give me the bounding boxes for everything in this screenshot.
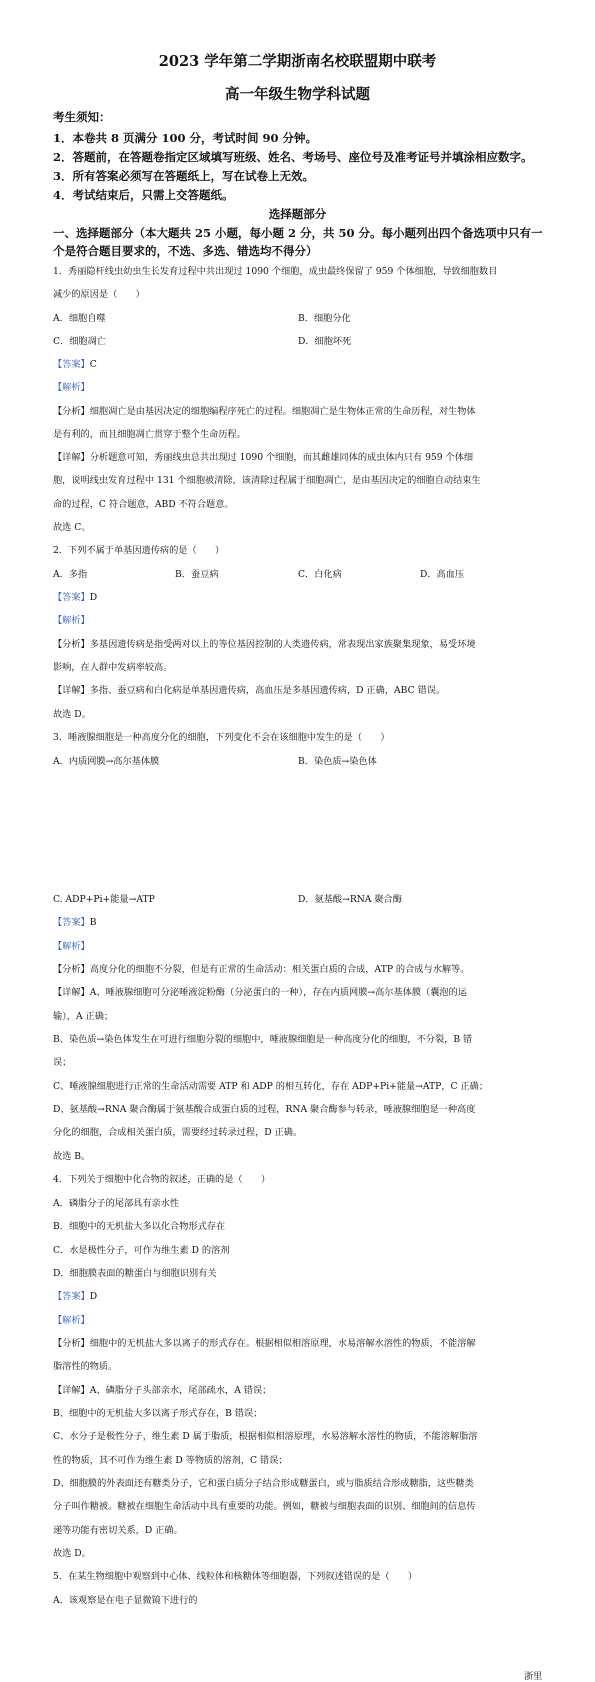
conclusion-line: 故选 D。: [53, 709, 91, 720]
explanation-line: 【分析】高度分化的细胞不分裂，但是有正常的生命活动：相关蛋白质的合成，ATP 的合成与水解等。: [53, 964, 470, 975]
part-intro-line: 一、选择题部分（本大题共 25 小题，每小题 2 分，共 50 分。每小题列出四个备选项中只有一: [53, 226, 543, 240]
option: C．细胞凋亡: [53, 336, 106, 347]
explanation-line: 影响，在人群中发病率较高。: [53, 662, 173, 673]
explanation-line: 【详解】分析题意可知，秀丽线虫总共出现过 1090 个细胞，而其雌雄同体的成虫体内只有 959 个体细: [53, 452, 474, 463]
explanation-line: C、水分子是极性分子，维生素 D 属于脂质，根据相似相溶原理，水易溶解水溶性的物质，不能溶解脂溶: [53, 1431, 478, 1442]
explanation-line: 【分析】多基因遗传病是指受两对以上的等位基因控制的人类遗传病，常表现出家族聚集现象，易受环境: [53, 639, 476, 650]
answer-line: [53, 1288, 97, 1302]
option: D．氨基酸→RNA 聚合酶: [298, 894, 402, 905]
explanation-line: 【详解】A、磷脂分子头部亲水，尾部疏水，A 错误；: [53, 1385, 272, 1396]
answer-value: B: [89, 917, 97, 928]
option: D．细胞坏死: [298, 336, 352, 347]
option: A．内质网膜→高尔基体膜: [53, 756, 160, 767]
option: D．高血压: [420, 569, 465, 580]
conclusion-line: 故选 C。: [53, 522, 91, 533]
option: A．细胞自噬: [53, 313, 106, 324]
analysis-label: 【解析】: [53, 941, 90, 952]
note-line: 3．所有答案必须写在答题纸上，写在试卷上无效。: [53, 169, 314, 183]
question-stem: 4．下列关于细胞中化合物的叙述，正确的是（ ）: [53, 1174, 271, 1185]
page-footer: 浙里: [524, 1671, 543, 1682]
conclusion-line: 故选 D。: [53, 1548, 91, 1559]
answer-label: 【答案】: [53, 592, 90, 603]
answer-line: [53, 589, 97, 603]
explanation-line: 分化的细胞，合成相关蛋白质，需要经过转录过程，D 正确。: [53, 1127, 303, 1138]
question-stem: 2．下列不属于单基因遗传病的是（ ）: [53, 545, 225, 556]
note-line: 2．答题前，在答题卷指定区域填写班级、姓名、考场号、座位号及准考证号并填涂相应数字。: [53, 150, 533, 164]
answer-line: [53, 914, 97, 928]
explanation-line: 输），A 正确；: [53, 1011, 114, 1022]
explanation-line: 误；: [53, 1057, 72, 1068]
explanation-line: 【分析】细胞凋亡是由基因决定的细胞编程序死亡的过程。细胞凋亡是生物体正常的生命历程，对生物体: [53, 406, 476, 417]
option: A．多指: [53, 569, 88, 580]
explanation-line: 胞，说明线虫发育过程中 131 个细胞被清除，该清除过程属于细胞凋亡，是由基因决定的细胞自动结束生: [53, 475, 481, 486]
question-stem: 减少的原因是（ ）: [53, 289, 145, 300]
explanation-line: 是有利的，而且细胞凋亡贯穿于整个生命历程。: [53, 429, 246, 440]
explanation-line: 【详解】A、唾液腺细胞可分泌唾液淀粉酶（分泌蛋白的一种），存在内质网膜→高尔基体膜（囊泡的运: [53, 987, 467, 998]
analysis-label: 【解析】: [53, 382, 90, 393]
explanation-line: D、细胞膜的外表面还有糖类分子，它和蛋白质分子结合形成糖蛋白，或与脂质结合形成糖脂，这些糖类: [53, 1478, 474, 1489]
explanation-line: C、唾液腺细胞进行正常的生命活动需要 ATP 和 ADP 的相互转化，存在 ADP+Pi+能量→ATP，C 正确；: [53, 1081, 489, 1092]
option: B．细胞分化: [298, 313, 351, 324]
conclusion-line: 故选 B。: [53, 1151, 91, 1162]
option: C．白化病: [298, 569, 342, 580]
explanation-line: D、氨基酸→RNA 聚合酶属于氨基酸合成蛋白质的过程，RNA 聚合酶参与转录，唾液腺细胞是一种高度: [53, 1104, 476, 1115]
exam-subtitle: 高一年级生物学科试题: [225, 86, 370, 103]
note-line: 1．本卷共 8 页满分 100 分，考试时间 90 分钟。: [53, 131, 318, 145]
explanation-line: B、染色质→染色体发生在可进行细胞分裂的细胞中，唾液腺细胞是一种高度分化的细胞，不分裂，B 错: [53, 1034, 473, 1045]
explanation-line: 【详解】多指、蚕豆病和白化病是单基因遗传病，高血压是多基因遗传病，D 正确，ABC 错误。: [53, 685, 446, 696]
question-stem: 1．秀丽隐杆线虫幼虫生长发育过程中共出现过 1090 个细胞，成虫最终保留了 959 个体细胞，导致细胞数目: [53, 266, 498, 277]
explanation-line: 性的物质，其不可作为维生素 D 等物质的溶剂，C 错误；: [53, 1455, 288, 1466]
answer-label: 【答案】: [53, 1291, 90, 1302]
option: B．蚕豆病: [175, 569, 219, 580]
answer-line: [53, 356, 97, 370]
explanation-line: 递等功能有密切关系，D 正确。: [53, 1525, 183, 1536]
explanation-line: 脂溶性的物质。: [53, 1361, 118, 1372]
option: C. ADP+Pi+能量→ATP: [53, 894, 155, 905]
explanation-line: 分子叫作糖被。糖被在细胞生命活动中具有重要的功能。例如，糖被与细胞表面的识别、细胞间的信息传: [53, 1501, 476, 1512]
option: A．磷脂分子的尾部具有亲水性: [53, 1198, 180, 1209]
question-stem: 3．唾液腺细胞是一种高度分化的细胞，下列变化不会在该细胞中发生的是（ ）: [53, 732, 390, 743]
explanation-line: B、细胞中的无机盐大多以离子形式存在，B 错误；: [53, 1408, 263, 1419]
section-title: 选择题部分: [268, 207, 327, 221]
part-intro-line: 个是符合题目要求的，不选、多选、错选均不得分）: [53, 244, 318, 258]
option: C．水是极性分子，可作为维生素 D 的溶剂: [53, 1245, 230, 1256]
option: D．细胞膜表面的糖蛋白与细胞识别有关: [53, 1268, 217, 1279]
answer-value: D: [89, 1291, 98, 1302]
notes-heading: 考生须知：: [53, 110, 111, 124]
option: B．细胞中的无机盐大多以化合物形式存在: [53, 1221, 226, 1232]
answer-value: C: [89, 359, 97, 370]
answer-value: D: [89, 592, 98, 603]
option: B．染色质→染色体: [298, 756, 377, 767]
analysis-label: 【解析】: [53, 1315, 90, 1326]
option: A．该观察是在电子显微镜下进行的: [53, 1595, 198, 1606]
answer-label: 【答案】: [53, 917, 90, 928]
explanation-line: 命的过程，C 符合题意，ABD 不符合题意。: [53, 499, 234, 510]
question-stem: 5．在某生物细胞中观察到中心体、线粒体和核糖体等细胞器，下列叙述错误的是（ ）: [53, 1571, 418, 1582]
exam-title: 2023 学年第二学期浙南名校联盟期中联考: [158, 53, 437, 70]
note-line: 4．考试结束后，只需上交答题纸。: [53, 188, 234, 202]
analysis-label: 【解析】: [53, 615, 90, 626]
answer-label: 【答案】: [53, 359, 90, 370]
explanation-line: 【分析】细胞中的无机盐大多以离子的形式存在。根据相似相溶原理，水易溶解水溶性的物质，不能溶解: [53, 1338, 476, 1349]
